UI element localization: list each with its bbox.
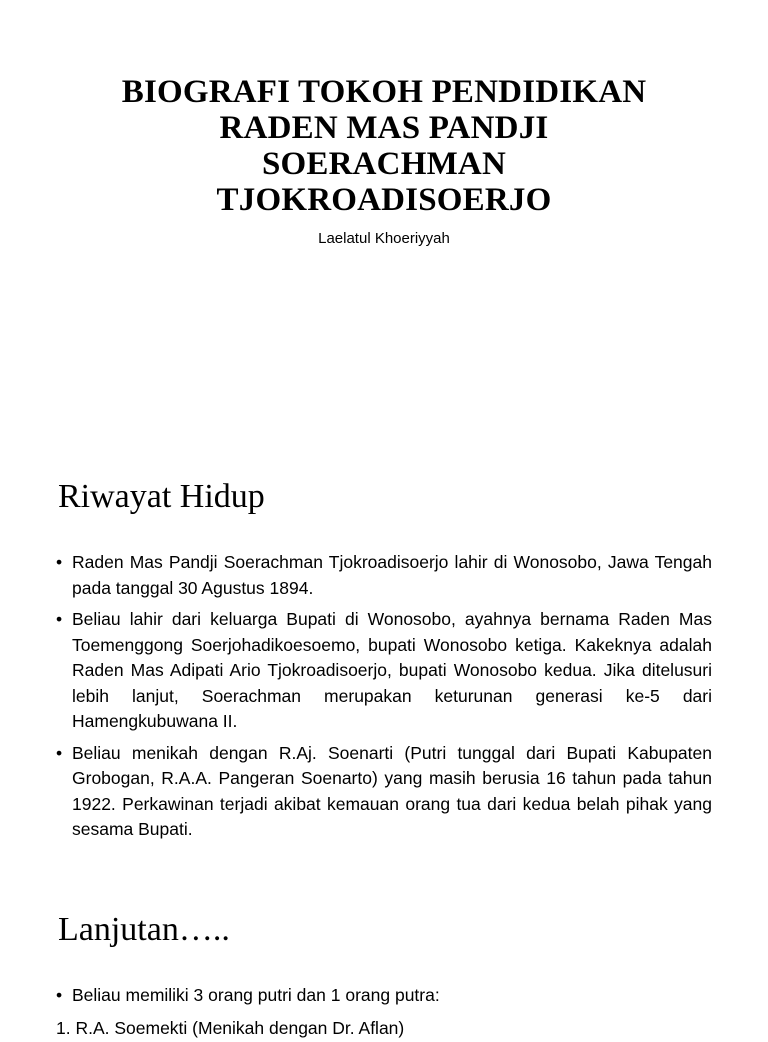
bullet-item [56,741,712,843]
bullet-text: Raden Mas Pandji Soerachman Tjokroadisoerjo lahir di Wonosobo, Jawa Tengah pada tanggal 30 Agustus 1894. [72,552,712,598]
riwayat-hidup-slide [0,440,768,872]
title-slide [0,0,768,432]
title-line: TJOKROADISOERJO [216,182,552,218]
title-line: BIOGRAFI TOKOH PENDIDIKAN [121,74,647,110]
section-heading: Riwayat Hidup [58,478,265,515]
bullet-list [56,550,712,849]
bullet-text: Beliau menikah dengan R.Aj. Soenarti (Putri tunggal dari Bupati Kabupaten Grobogan, R.A.A. Pangeran Soenarto) yang masih berusia 16 tahun pada tahun 1922. Perkawinan terjadi akibat kemauan orang tua dari kedua belah pihak yang sesama Bupati. [72,742,712,839]
bullet-text: Beliau lahir dari keluarga Bupati di Wonosobo, ayahnya bernama Raden Mas Toemenggong Soerjohadikoesoemo, bupati Wonosobo ketiga. Kakeknya adalah Raden Mas Adipati Ario Tjokroadisoerjo, bupati Wonosobo kedua. Jika ditelusuri lebih lanjut, Soerachman merupakan keturunan generasi ke-5 dari Hamengkubuwana II. [72,609,712,731]
bullet-list [56,983,712,1015]
bullet-item [56,983,712,1009]
bullet-dot-icon: • [56,985,63,1005]
bullet-dot-icon: • [56,552,63,572]
bullet-text: Beliau memiliki 3 orang putri dan 1 orang putra: [72,985,440,1005]
author-name: Laelatul Khoeriyyah [318,230,450,247]
bullet-dot-icon: • [56,742,63,763]
bullet-item [56,607,712,735]
bullet-dot-icon: • [56,609,63,629]
title-line: SOERACHMAN [261,146,506,182]
document-title [60,74,708,218]
bullet-item [56,550,712,601]
lanjutan-slide [0,880,768,1038]
section-heading: Lanjutan….. [58,911,230,948]
title-line: RADEN MAS PANDJI [219,110,549,146]
numbered-item: 1. R.A. Soemekti (Menikah dengan Dr. Aflan) [56,1018,405,1038]
